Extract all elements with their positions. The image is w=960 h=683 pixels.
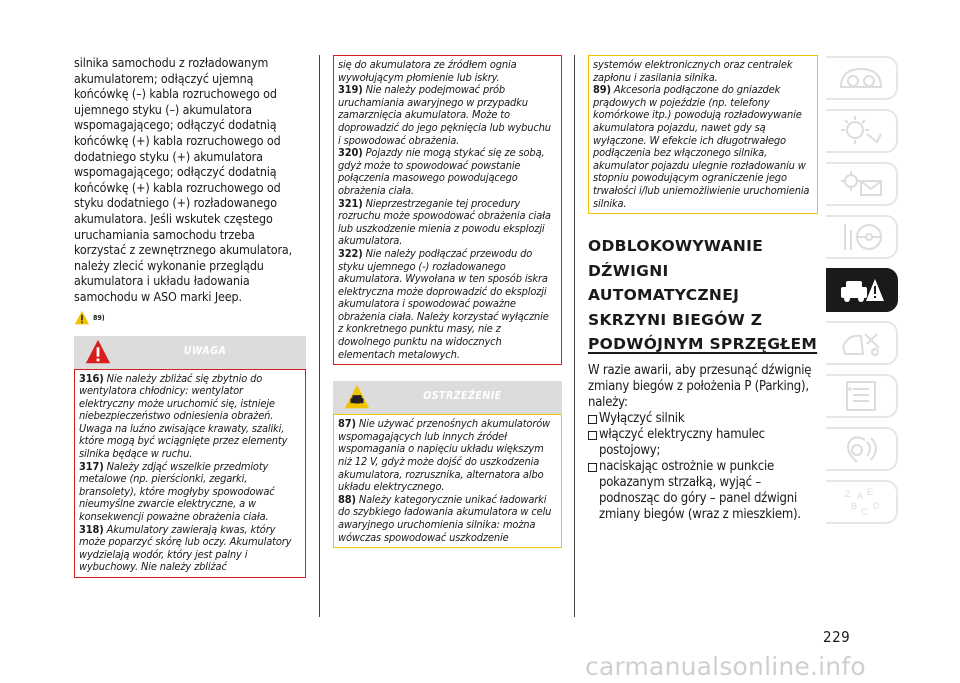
note-319: 319) Nie należy podejmować prób uruchamiania awaryjnego w przypadku zamarznięcia akumulatora. Może to doprowadzić do jego pęknięcia lub wybuchu i spowodować obrażenia.: [338, 83, 551, 147]
note-320: 320) Pojazdy nie mogą stykać się ze sobą, gdyż może to spowodować powstanie połączenia masowego powodującego obrażenia ciała.: [338, 146, 545, 197]
chapter-tabs: [826, 56, 898, 533]
section-paragraph: W razie awarii, aby przesunąć dźwignię zmiany biegów z położenia P (Parking), należy:: [588, 362, 812, 410]
intro-paragraph: silnika samochodu z rozładowanym akumulatorem; odłączyć ujemną końcówkę (–) kabla rozruchowego od ujemnego styku (–) akumulatora wspomagającego; odłączyć dodatnią końcówkę (+) kabla rozruchowego od dodatniego styku (+) akumulatora wspomagającego; odłączyć dodatnią końcówkę (+) kabla rozruchowego od styku dodatniego (+) rozładowanego akumulatora. Jeśli wskutek częstego uruchamiania samochodu trzeba korzystać z zewnętrznego akumulatora, należy zlecić wykonanie przeglądu akumulatora i układu ładowania samochodu w ASO marki Jeep.: [74, 55, 293, 304]
caution-triangle-icon: [74, 310, 90, 326]
warning-box-continued: [333, 55, 562, 365]
caution-box-continued: [588, 55, 818, 214]
note-317: 317) Należy zdjąć wszelkie przedmioty metalowe (np. pierścionki, zegarki, bransolety), które mogłyby spowodować nieumyślne zwarcie elektryczne, a w konsekwencji poważne obrażenia ciała.: [79, 459, 275, 524]
list-item: naciskając ostrożnie w punkcie pokazanym strzałką, wyjąć – podnosząc do góry – panel dźwigni zmiany biegów (wraz z mieszkiem).: [588, 459, 818, 523]
warning-banner: [74, 336, 306, 369]
steering-wheel-icon: [837, 220, 885, 254]
tab-maintenance[interactable]: [826, 321, 898, 365]
list-item: włączyć elektryczny hamulec postojowy;: [588, 427, 818, 459]
tab-specifications[interactable]: [826, 374, 898, 418]
list-item: Wyłączyć silnik: [588, 411, 818, 427]
svg-text:A: A: [857, 491, 864, 501]
page-number: 229: [823, 628, 851, 646]
note-316: 316) Nie należy zbliżać się zbytnio do wentylatora chłodnicy: wentylator elektryczny może uruchomić się, istnieje niebezpieczeństwo odniesienia obrażeń. Uwaga na luźno zwisające krawaty, szaliki, które mogą być wciągnięte przez elementy silnika będące w ruchu.: [79, 371, 288, 461]
tab-index[interactable]: [826, 480, 898, 524]
caution-banner: [333, 381, 562, 414]
warning-box: [74, 369, 306, 579]
note-322: 322) Nie należy podłączać przewodu do styku ujemnego (-) rozładowanego akumulatora. Wywołana w ten sposób iskra elektryczna może doprowadzić do eksplozji akumulatora i spowodować poważne obrażenia ciała. Należy korzystać wyłącznie z konkretnego punktu masy, nie z dowolnego punktu na widocznych elementach metalowych.: [338, 246, 549, 361]
section-heading: ODBLOKOWYWANIE DŹWIGNI AUTOMATYCZNEJ SKRZYNI BIEGÓW Z PODWÓJNYM SPRZĘGŁEM: [588, 237, 818, 354]
tab-steering[interactable]: [826, 215, 898, 259]
note-reference-number: 89): [93, 313, 105, 322]
caution-title: OSTRZEŻENIE: [423, 390, 502, 403]
tab-safety[interactable]: [826, 162, 898, 206]
column-2: [333, 55, 562, 548]
column-divider: [574, 55, 575, 617]
tab-emergency[interactable]: [826, 268, 898, 312]
multimedia-icon: [837, 432, 885, 466]
column-1: [74, 55, 306, 578]
specifications-icon: [837, 379, 885, 413]
svg-text:B: B: [851, 501, 858, 511]
note-321: 321) Nieprzestrzeganie tej procedury rozruchu może spowodować obrażenia ciała lub uszkodzenie mienia z powodu eksplozji akumulatora.: [338, 196, 551, 248]
svg-text:C: C: [861, 507, 868, 517]
note-318: 318) Akumulatory zawierają kwas, który może poparzyć skórę lub oczy. Akumulatory wydzielają wodór, który jest palny i wybuchowy. Nie należy zbliżać: [79, 522, 292, 574]
note-reference: [74, 309, 306, 327]
tab-warning-lights[interactable]: [826, 109, 898, 153]
index-icon: [837, 485, 885, 519]
note-88: 88) Należy kategorycznie unikać ładowarki do szybkiego ładowania akumulatora w celu awaryjnego uruchomienia silnika: można wówczas spowodować uszkodzenie: [338, 492, 552, 544]
dashboard-icon: [837, 61, 885, 95]
caution-box: [333, 414, 562, 548]
warning-title: UWAGA: [183, 344, 227, 357]
svg-text:D: D: [873, 501, 880, 511]
note-88-continued: systemów elektronicznych oraz centralek zapłonu i zasilania silnika.: [593, 58, 793, 84]
warning-lights-icon: [837, 114, 885, 148]
svg-text:E: E: [867, 487, 874, 497]
column-3: [588, 55, 818, 523]
svg-text:Z: Z: [845, 489, 851, 499]
note-87: 87) Nie używać przenośnych akumulatorów wspomagających lub innych źródeł wspomagania o napięciu układu większym niż 12 V, gdyż może dojść do uszkodzenia akumulatora, rozrusznika, alternatora albo układu elektrycznego.: [338, 417, 551, 494]
note-89: 89) Akcesoria podłączone do gniazdek prądowych w pojeździe (np. telefony komórkowe itp.) powodują rozładowywanie akumulatora pojazdu, nawet gdy są wyłączone. W efekcie ich długotrwałego podłączenia bez włączonego silnika, akumulator pojazdu ulegnie rozładowaniu w stopniu powodującym ograniczenie jego trwałości i/lub uniemożliwienie uruchomienia silnika.: [593, 83, 810, 210]
watermark: carmanualsonline.info: [585, 652, 866, 681]
maintenance-icon: [837, 326, 885, 360]
tab-dashboard[interactable]: [826, 56, 898, 100]
note-318-continued: się do akumulatora ze źródłem ognia wywołującym płomienie lub iskry.: [338, 58, 517, 84]
emergency-icon: [837, 273, 885, 307]
column-divider: [319, 55, 320, 617]
safety-icon: [837, 167, 885, 201]
tab-multimedia[interactable]: [826, 427, 898, 471]
